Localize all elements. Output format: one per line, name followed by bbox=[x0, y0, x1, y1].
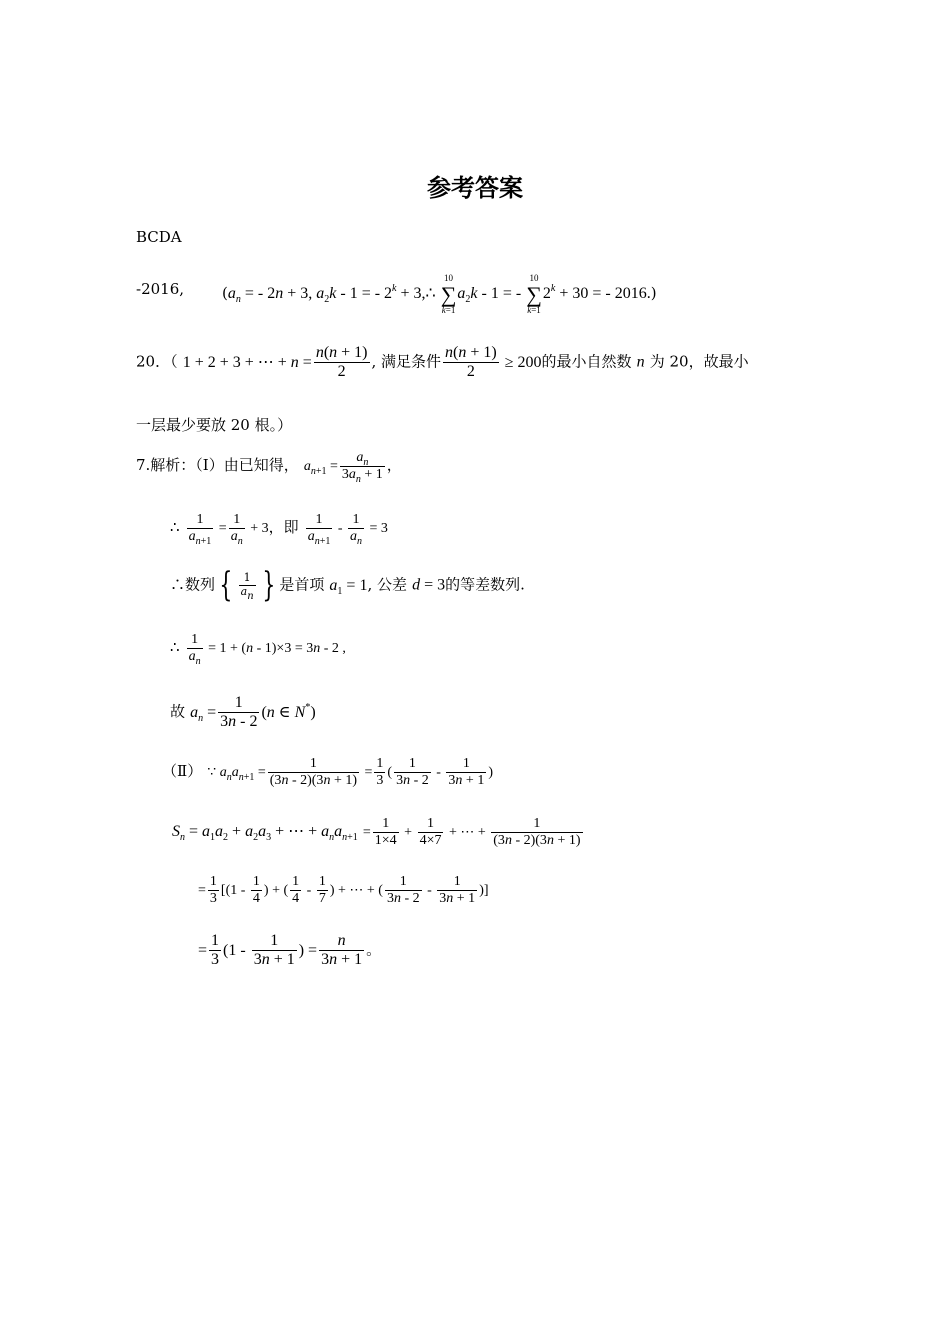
answer-20-continuation: 一层最少要放 20 根。） bbox=[136, 416, 293, 434]
answer-2016: -2016, bbox=[136, 280, 185, 298]
answer-20: 20．（ 1 + 2 + 3 + ⋯ + n = $\frac{n(n + 1)}{2}$ , 满足条件 $\frac{n(n + 1)}{2}$ ≥ 200的最小自然数 n 为 20，故最小 bbox=[136, 344, 749, 381]
q7-step1: ∴ $\frac{1}{a_{n+1}}$ = $\frac{1}{a_n}$ + 3，即 $\frac{1}{a_{n+1}}$ - $\frac{1}{a_n}$ = 3 bbox=[170, 512, 388, 548]
q7-telescoping: = $\frac{1}{3}$ [(1 - $\frac{1}{4}$ ) + ( $\frac{1}{4}$ - $\frac{1}{7}$ ) + ⋯ + ( $\frac{1}{3n - 2}$ - $\frac{1}{3n + 1}$ )] bbox=[198, 874, 489, 907]
q7-sn-sum: $S_n = a_1a_2 + a_2a_3$ + ⋯ + $a_na_{n+1}$ = $\frac{1}{1\times 4}$ + $\frac{1}{4\times 7}$ + ⋯ + $\frac{1}{(3n - 2)(3n + 1)}$ bbox=[172, 816, 581, 849]
q7-an-result: 故 $a_n$ = $\frac{1}{3n - 2}$ (n ∈ N*) bbox=[170, 694, 316, 731]
page-title: 参考答案 bbox=[427, 174, 523, 202]
q7-final-result: = $\frac{1}{3}$ (1 - $\frac{1}{3n + 1}$ ) = $\frac{n}{3n + 1}$ 。 bbox=[198, 932, 382, 969]
answer-choices: BCDA bbox=[136, 228, 182, 246]
q7-sequence-statement: ∴数列 { $\frac{1}{a_n}$ } 是首项 $a_1 = 1$, 公差 d = 3的等差数列. bbox=[170, 565, 525, 605]
q7-intro: 7.解析：（Ⅰ）由已知得， $a_{n+1}$ = $\frac{a_n}{3a_n + 1}$ ， bbox=[136, 450, 402, 486]
q7-general-term: ∴ $\frac{1}{a_n}$ = 1 + (n - 1)×3 = 3n - 2 , bbox=[170, 632, 346, 668]
formula-sum-2016: ($a_n$ = - 2n + 3, $a_2k - 1$ = - $2^k$ + 3,∴ 10 ∑ k=1 $a_2k - 1$ = - 10 ∑ k=1 $2^k + 30$ = - 2016.) bbox=[222, 273, 657, 316]
q7-part2-term: （Ⅱ） ∵ $a_na_{n+1}$ = $\frac{1}{(3n - 2)(3n + 1)}$ = $\frac{1}{3}$ ( $\frac{1}{3n - 2}$ - $\frac{1}{3n + 1}$ ) bbox=[162, 756, 493, 789]
